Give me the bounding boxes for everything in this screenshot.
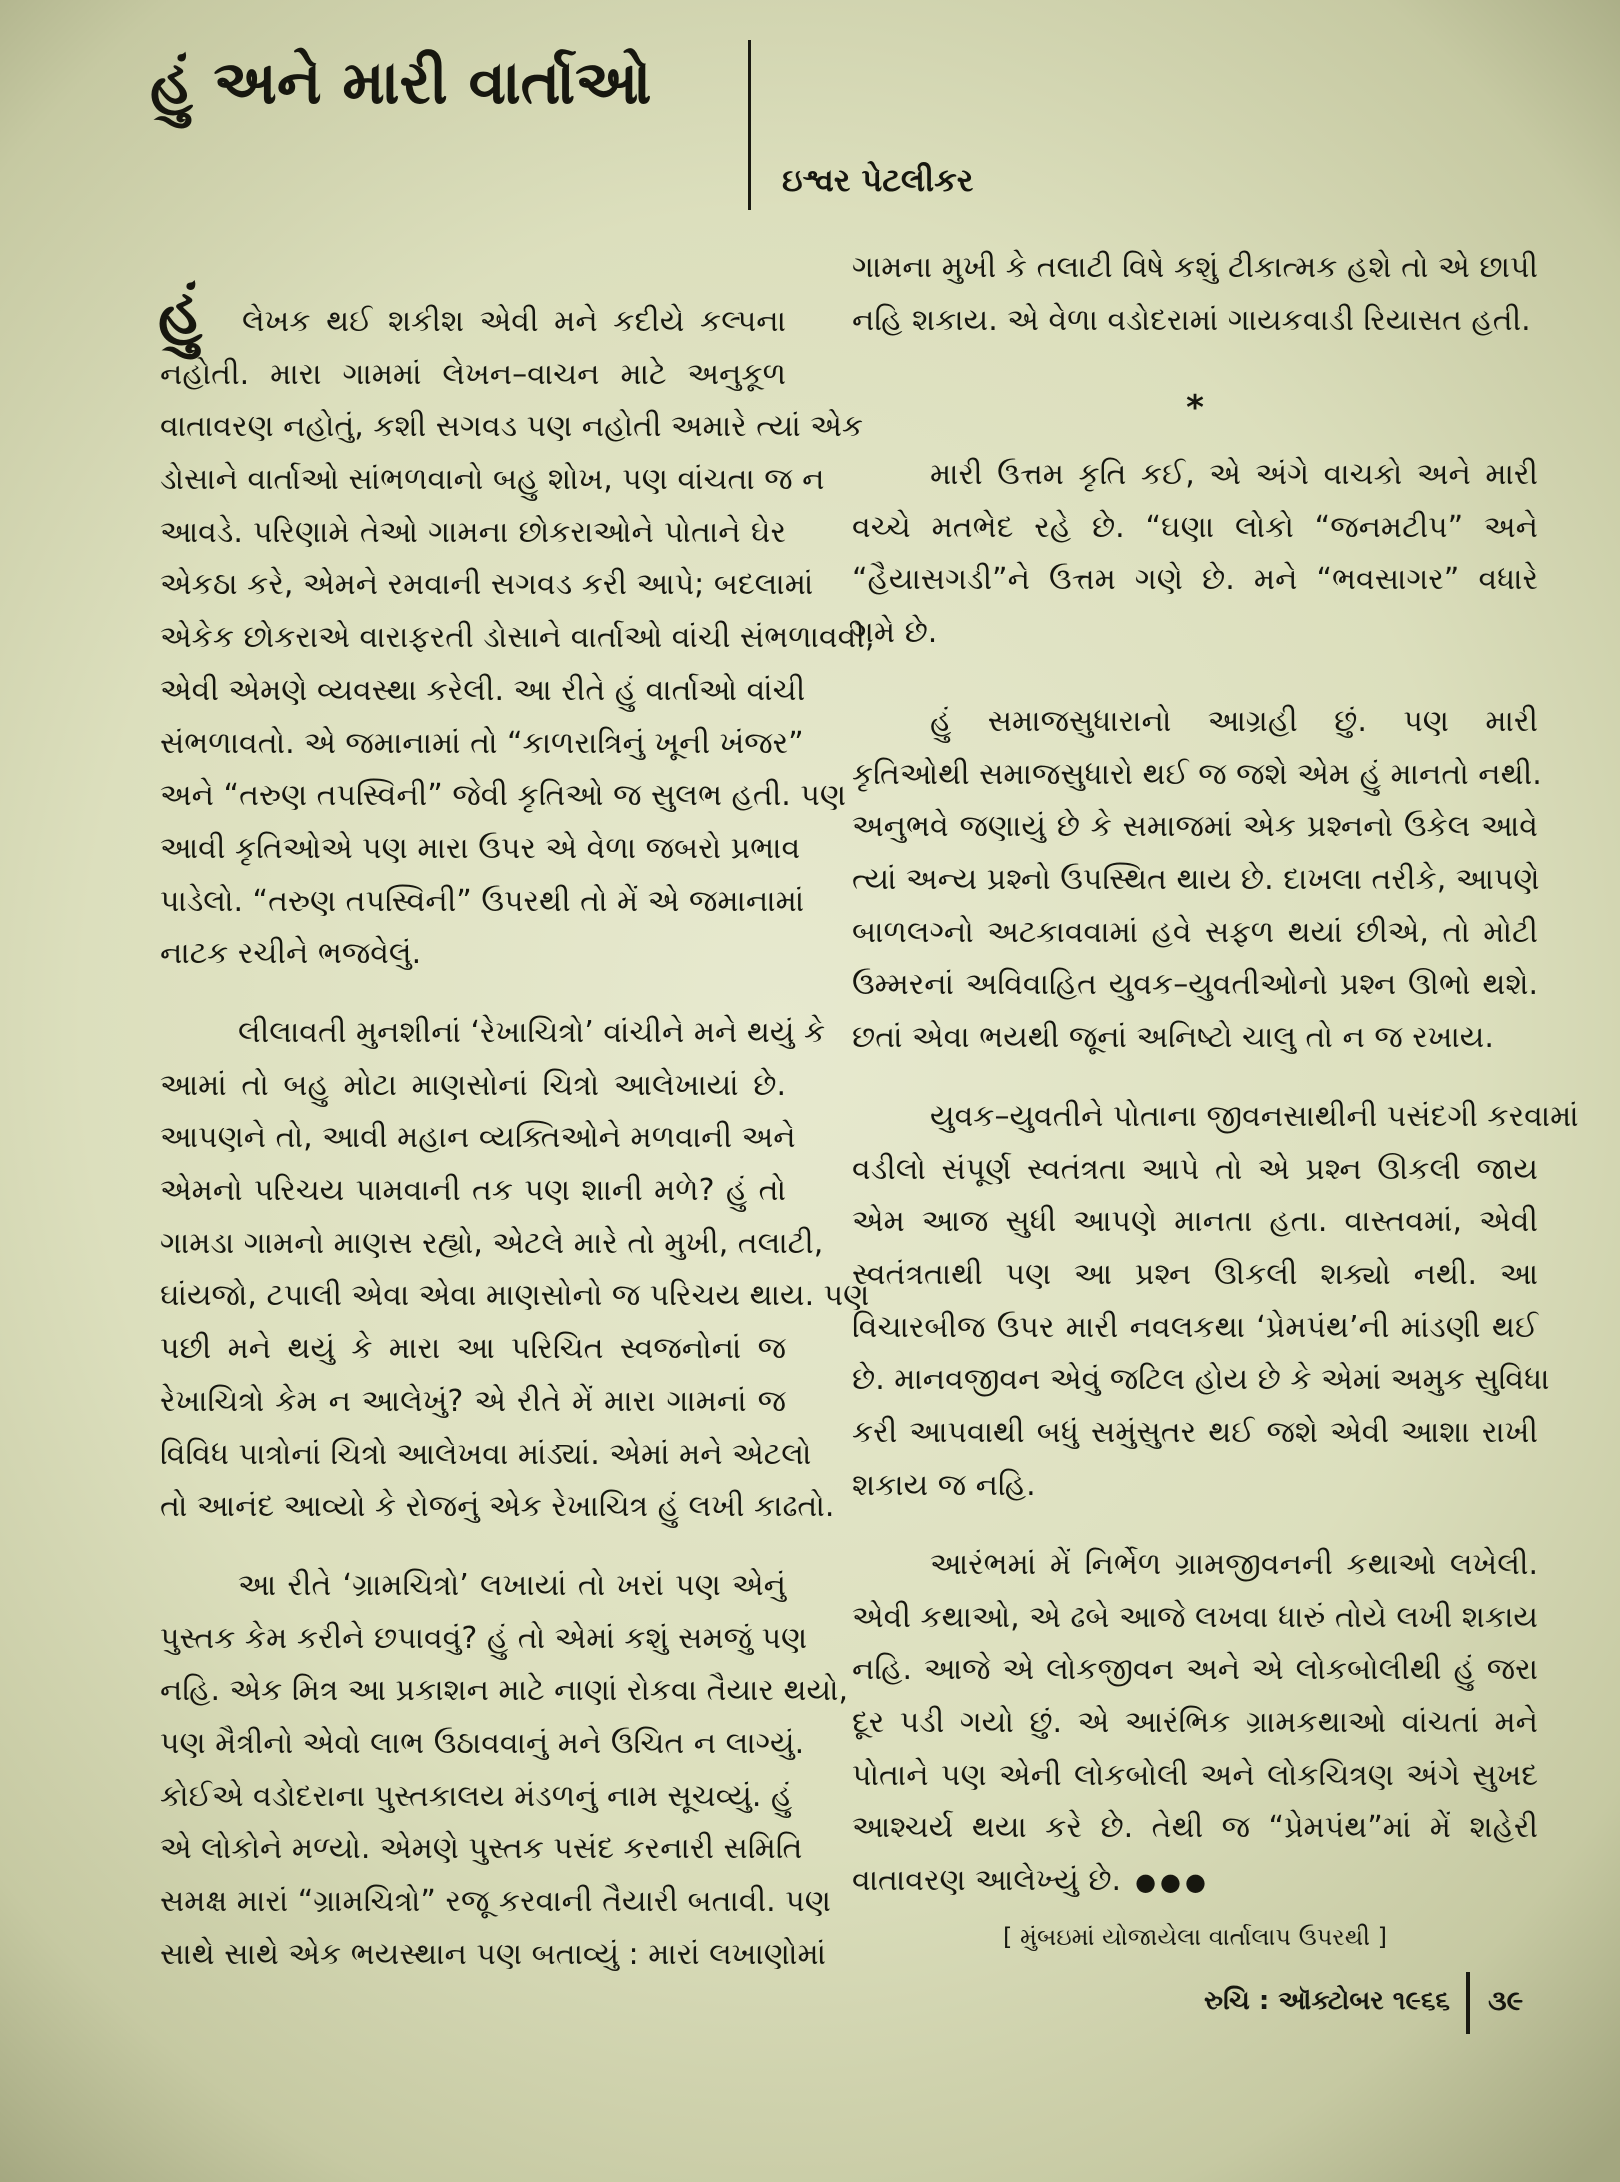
text-line: કરી આપવાથી બધું સમુંસુતર થઈ જશે એવી આશા રાખી bbox=[852, 1415, 1538, 1451]
text-line: રેખાચિત્રો કેમ ન આલેખું? એ રીતે મેં મારા ગામનાં જ bbox=[160, 1383, 786, 1419]
text-line: દૂર પડી ગયો છું. એ આરંભિક ગ્રામકથાઓ વાંચતાં મને bbox=[852, 1705, 1538, 1741]
text-line: પુસ્તક કેમ કરીને છપાવવું? હું તો એમાં કશું સમજું પણ bbox=[160, 1620, 808, 1656]
title-divider bbox=[748, 40, 751, 210]
text-line: છે. માનવજીવન એવું જટિલ હોય છે કે એમાં અમુક સુવિધા bbox=[852, 1362, 1550, 1398]
text-line: ઉમ્મરનાં અવિવાહિત યુવક–યુવતીઓનો પ્રશ્ન ઊભો થશે. bbox=[852, 967, 1538, 1003]
text-line-text: વાતાવરણ આલેખ્યું છે. bbox=[852, 1863, 1122, 1899]
text-line: કોઈએ વડોદરાના પુસ્તકાલય મંડળનું નામ સૂચવ્યું. હું bbox=[160, 1778, 793, 1814]
text-line: લેખક થઈ શકીશ એવી મને કદીયે કલ્પના bbox=[242, 304, 786, 339]
text-line: એમ આજ સુધી આપણે માનતા હતા. વાસ્તવમાં, એવી bbox=[852, 1204, 1538, 1240]
text-line: કૃતિઓથી સમાજસુધારો થઈ જ જશે એમ હું માનતો નથી. bbox=[852, 756, 1542, 792]
text-line: ઘાંયજો, ટપાલી એવા એવા માણસોનો જ પરિચય થાય. પણ bbox=[160, 1278, 870, 1314]
text-line: એ લોકોને મળ્યો. એમણે પુસ્તક પસંદ કરનારી સમિતિ bbox=[160, 1831, 803, 1867]
text-line: વિચારબીજ ઉપર મારી નવલકથા ‘પ્રેમપંથ’ની માંડણી થઈ bbox=[852, 1309, 1538, 1345]
text-line: નહિ. એક મિત્ર આ પ્રકાશન માટે નાણાં રોકવા તૈયાર થયો, bbox=[160, 1673, 849, 1709]
text-line: આરંભમાં મેં નિર્ભેળ ગ્રામજીવનની કથાઓ લખેલી. bbox=[930, 1547, 1538, 1582]
text-line: શકાય જ નહિ. bbox=[852, 1467, 1036, 1503]
source-note: [ મુંબઇમાં યોજાયેલા વાર્તાલાપ ઉપરથી ] bbox=[1003, 1923, 1387, 1951]
text-line: ગામડા ગામનો માણસ રહ્યો, એટલે મારે તો મુખી, તલાટી, bbox=[160, 1225, 824, 1261]
text-line: હું સમાજસુધારાનો આગ્રહી છું. પણ મારી bbox=[930, 704, 1538, 739]
text-line: તો આનંદ આવ્યો કે રોજનું એક રેખાચિત્ર હું લખી કાઢતો. bbox=[160, 1489, 835, 1525]
text-line: આ રીતે ‘ગ્રામચિત્રો’ લખાયાં તો ખરાં પણ એનું bbox=[238, 1568, 786, 1603]
paragraph bbox=[852, 1539, 1538, 1908]
text-line: આવડે. પરિણામે તેઓ ગામના છોકરાઓને પોતાને ઘેર bbox=[160, 514, 786, 550]
text-line: આવી કૃતિઓએ પણ મારા ઉપર એ વેળા જબરો પ્રભાવ bbox=[160, 830, 801, 866]
text-line: પાડેલો. “તરુણ તપસ્વિની” ઉપરથી તો મેં એ જમાનામાં bbox=[160, 883, 805, 919]
text-line: ગામના મુખી કે તલાટી વિષે કશું ટીકાત્મક હશે તો એ છાપી bbox=[852, 250, 1538, 285]
text-line: એવી કથાઓ, એ ઢબે આજે લખવા ધારું તોયે લખી શકાય bbox=[852, 1599, 1539, 1635]
text-line: એમનો પરિચય પામવાની તક પણ શાની મળે? હું તો bbox=[160, 1173, 786, 1209]
section-break: * bbox=[1186, 388, 1204, 428]
text-line: આમાં તો બહુ મોટા માણસોનાં ચિત્રો આલેખાયાં છે. bbox=[160, 1067, 786, 1103]
text-line: સમક્ષ મારાં “ગ્રામચિત્રો” રજૂ કરવાની તૈયારી બતાવી. પણ bbox=[160, 1884, 831, 1920]
paragraph bbox=[160, 1560, 849, 1982]
text-line: આપણને તો, આવી મહાન વ્યક્તિઓને મળવાની અને bbox=[160, 1120, 796, 1156]
text-line: વચ્ચે મતભેદ રહે છે. “ઘણા લોકો “જનમટીપ” અને bbox=[852, 509, 1538, 545]
text-line: પણ મૈત્રીનો એવો લાભ ઉઠાવવાનું મને ઉચિત ન લાગ્યું. bbox=[160, 1726, 805, 1762]
text-line: છતાં એવા ભયથી જૂનાં અનિષ્ટો ચાલુ તો ન જ રખાય. bbox=[852, 1020, 1494, 1056]
paragraph bbox=[160, 1007, 870, 1534]
paragraph bbox=[852, 449, 1538, 660]
end-mark: ●●● bbox=[1135, 1868, 1210, 1897]
article-title: હું અને મારી વાર્તાઓ bbox=[150, 48, 652, 118]
text-line: વડીલો સંપૂર્ણ સ્વતંત્રતા આપે તો એ પ્રશ્ન ઊકલી જાય bbox=[852, 1151, 1538, 1187]
text-line: એકઠા કરે, એમને રમવાની સગવડ કરી આપે; બદલામાં bbox=[160, 567, 814, 603]
text-line: સ્વતંત્રતાથી પણ આ પ્રશ્ન ઊકલી શક્યો નથી. આ bbox=[852, 1257, 1538, 1293]
text-line: બાળલગ્નો અટકાવવામાં હવે સફળ થયાં છીએ, તો મોટી bbox=[852, 914, 1538, 950]
text-line: આશ્ચર્ય થયા કરે છે. તેથી જ “પ્રેમપંથ”માં મેં શહેરી bbox=[852, 1810, 1538, 1846]
text-line: પોતાને પણ એની લોકબોલી અને લોકચિત્રણ અંગે સુખદ bbox=[852, 1757, 1538, 1793]
text-line: નહોતી. મારા ગામમાં લેખન–વાચન માટે અનુકૂળ bbox=[160, 356, 786, 392]
text-line: યુવક–યુવતીને પોતાના જીવનસાથીની પસંદગી કરવામાં bbox=[930, 1099, 1579, 1134]
text-line: એકેક છોકરાએ વારાફરતી ડોસાને વાર્તાઓ વાંચી સંભળાવવી, bbox=[160, 620, 875, 656]
text-line: નાટક રચીને ભજવેલું. bbox=[160, 936, 422, 972]
text-line: મારી ઉત્તમ કૃતિ કઈ, એ અંગે વાચકો અને મારી bbox=[930, 457, 1538, 492]
author-byline: ઇશ્વર પેટલીકર bbox=[782, 161, 974, 199]
paragraph bbox=[852, 1091, 1579, 1513]
text-line: ગમે છે. bbox=[852, 615, 938, 651]
paragraph bbox=[852, 242, 1538, 347]
text-line: સંભળાવતો. એ જમાનામાં તો “કાળરાત્રિનું ખૂની ખંજર” bbox=[160, 725, 804, 761]
paragraph bbox=[160, 296, 875, 981]
text-line: ત્યાં અન્ય પ્રશ્નો ઉપસ્થિત થાય છે. દાખલા તરીકે, આપણે bbox=[852, 862, 1540, 898]
drop-cap: હું bbox=[158, 275, 203, 348]
text-line: વિવિધ પાત્રોનાં ચિત્રો આલેખવા માંડ્યાં. એમાં મને એટલો bbox=[160, 1436, 812, 1472]
text-line: લીલાવતી મુનશીનાં ‘રેખાચિત્રો’ વાંચીને મને થયું કે bbox=[238, 1015, 826, 1050]
footer-magazine-issue: રુચિ : ઑક્ટોબર ૧૯૬૬ bbox=[1204, 1986, 1450, 2016]
text-line: અનુભવે જણાયું છે કે સમાજમાં એક પ્રશ્નનો ઉકેલ આવે bbox=[852, 809, 1538, 845]
text-line: નહિ. આજે એ લોકજીવન અને એ લોકબોલીથી હું જરા bbox=[852, 1652, 1538, 1688]
text-line: વાતાવરણ નહોતું, કશી સગવડ પણ નહોતી અમારે ત્યાં એક bbox=[160, 409, 864, 445]
text-line: સાથે સાથે એક ભયસ્થાન પણ બતાવ્યું : મારાં લખાણોમાં bbox=[160, 1936, 826, 1972]
text-line: એવી એમણે વ્યવસ્થા કરેલી. આ રીતે હું વાર્તાઓ વાંચી bbox=[160, 672, 806, 708]
page-number: ૩૯ bbox=[1488, 1984, 1524, 2017]
text-line: ડોસાને વાર્તાઓ સાંભળવાનો બહુ શોખ, પણ વાંચતા જ ન bbox=[160, 462, 825, 498]
paragraph bbox=[852, 696, 1542, 1065]
text-line: પછી મને થયું કે મારા આ પરિચિત સ્વજનોનાં જ bbox=[160, 1331, 786, 1367]
text-line-final bbox=[852, 1855, 1538, 1908]
text-line: “હૈયાસગડી”ને ઉત્તમ ગણે છે. મને “ભવસાગર” વધારે bbox=[852, 562, 1538, 598]
footer-divider bbox=[1466, 1972, 1470, 2034]
text-line: નહિ શકાય. એ વેળા વડોદરામાં ગાયકવાડી રિયાસત હતી. bbox=[852, 302, 1531, 338]
text-line: અને “તરુણ તપસ્વિની” જેવી કૃતિઓ જ સુલભ હતી. પણ bbox=[160, 778, 847, 814]
